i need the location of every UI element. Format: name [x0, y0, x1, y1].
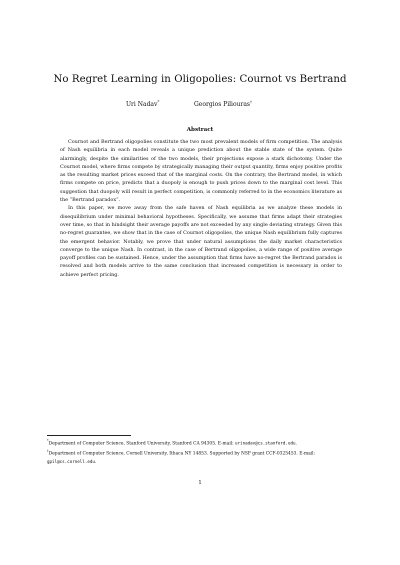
footnote-1-email[interactable]: urinadav@cs.stanford.edu	[235, 440, 296, 446]
footnote-2	[47, 448, 363, 466]
abstract-paragraph-1: Cournot and Bertrand oligopolies constitute the two most prevalent models of firm competition. The analysis of Nash equilibria in each model reveals a unique prediction about the stable state of the system. Quite alarmingly, despite the similarities of the two models, their projections expose a stark dichotomy. Under the Cournot model, where firms compete by strategically managing their output quantity, firms enjoy positive profits as the resulting market prices exceed that of the marginal costs. On the contrary, the Bertrand model, in which firms compete on price, predicts that a duopoly is enough to push prices down to the marginal cost level. This suggestion that duopoly will result in perfect competition, is commonly referred to in the economics literature as the “Bertrand paradox”.	[60, 139, 342, 204]
author-2-name: Georgios Piliouras	[194, 101, 250, 108]
footnote-rule	[47, 435, 131, 436]
abstract-body	[60, 138, 342, 279]
footnote-2-text: Department of Computer Science, Cornell University, Ithaca NY 14853. Supported by NSF grant CCF-0325453. E-mail:	[48, 451, 316, 457]
footnote-2-suffix: .	[94, 459, 97, 465]
abstract-heading: Abstract	[186, 127, 214, 133]
author-2	[194, 99, 252, 108]
author-1-name: Uri Nadav	[126, 101, 158, 108]
footnote-1-mark: *	[47, 439, 49, 443]
page-number: 1	[198, 480, 202, 486]
footnote-1	[47, 438, 363, 448]
footnotes	[47, 438, 363, 466]
footnote-2-mark: †	[47, 448, 49, 453]
author-1-footnote-mark: *	[157, 99, 160, 104]
author-1	[126, 99, 159, 108]
footnote-1-text: Department of Computer Science, Stanford University, Stanford CA 94305. E-mail:	[48, 441, 236, 447]
footnote-2-email[interactable]: gpil@cs.cornell.edu	[47, 458, 95, 464]
paper-title: No Regret Learning in Oligopolies: Cournot vs Bertrand	[53, 74, 347, 85]
footnote-1-suffix: .	[295, 441, 297, 447]
author-2-footnote-mark: †	[249, 99, 252, 104]
abstract-paragraph-2: In this paper, we move away from the safe haven of Nash equilibria as we analyze these models in disequilibrium under minimal behavioral hypotheses. Specifically, we assume that firms adapt their strategies over time, so that in hindsight their average payoffs are not exceeded by any single deviating strategy. Given this no-regret guarantee, we show that in the case of Cournot oligopolies, the unique Nash equilibrium fully captures the emergent behavior. Notably, we prove that under natural assumptions the daily market characteristics converge to the unique Nash. In contrast, in the case of Bertrand oligopolies, a wide range of positive average payoff profiles can be sustained. Hence, under the assumption that firms have no-regret the Bertrand paradox is resolved and both models arrive to the same conclusion that increased competition is necessary in order to achieve perfect pricing.	[60, 205, 342, 278]
